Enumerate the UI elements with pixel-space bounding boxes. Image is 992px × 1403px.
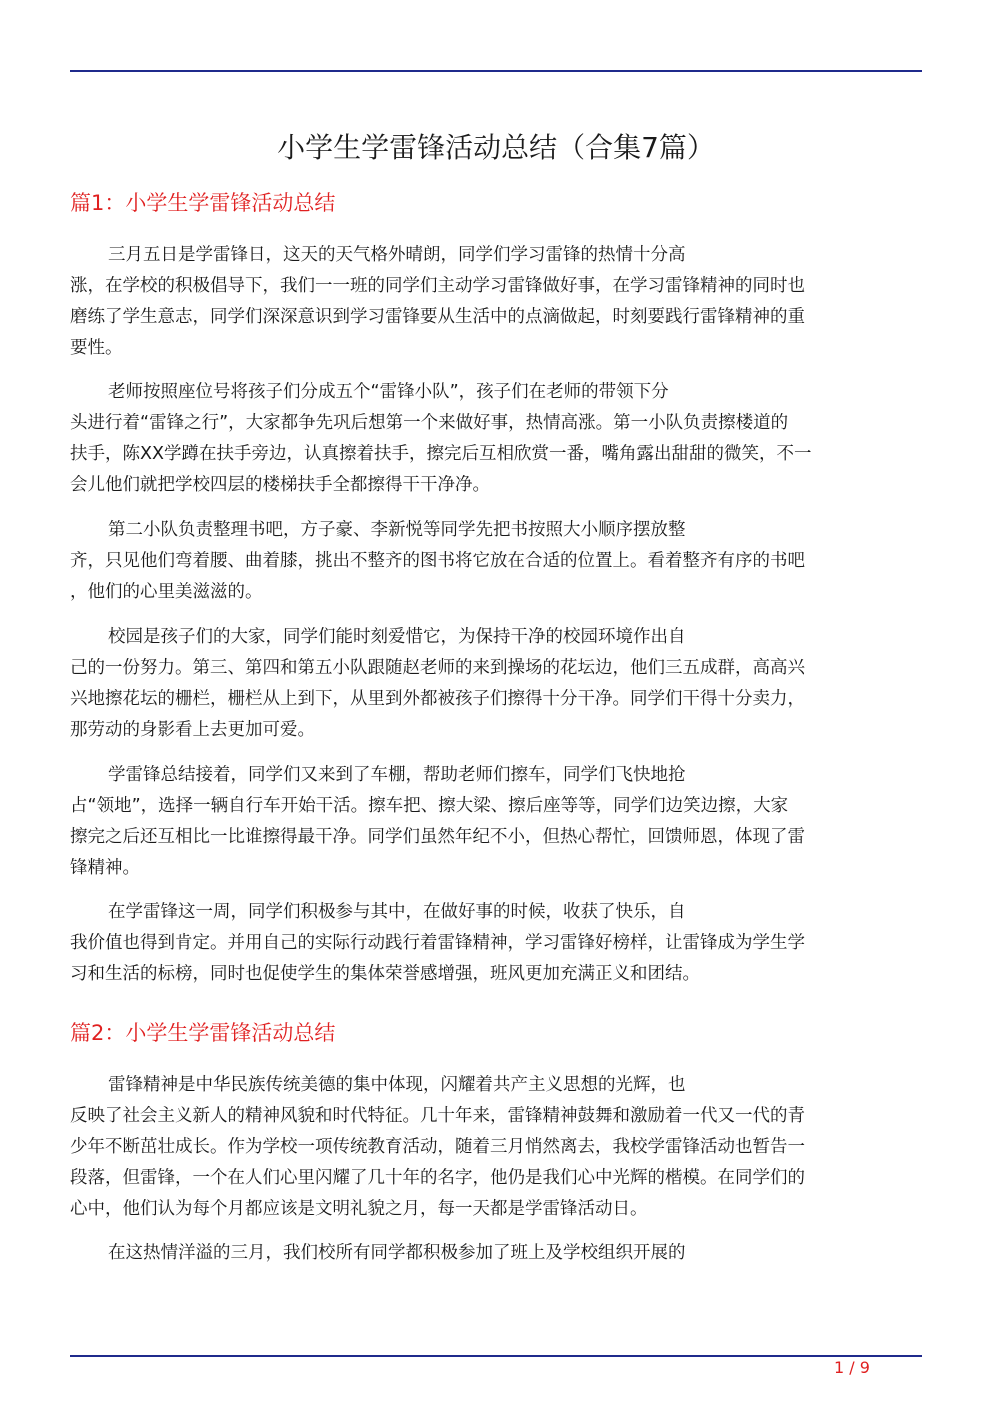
paragraph-line: 擦完之后还互相比一比谁擦得最干净。同学们虽然年纪不小，但热心帮忙，回馈师恩，体现了雷 [70,827,805,847]
section-heading-1: 篇1：小学生学雷锋活动总结 [70,191,336,215]
paragraph-line: 少年不断茁壮成长。作为学校一项传统教育活动，随着三月悄然离去，我校学雷锋活动也暂告一 [70,1137,805,1157]
paragraph-line: 齐，只见他们弯着腰、曲着膝，挑出不整齐的图书将它放在合适的位置上。看着整齐有序的书吧 [70,551,805,571]
header-rule [70,70,922,72]
page-number: 1 / 9 [834,1358,870,1377]
paragraph-line: 会儿他们就把学校四层的楼梯扶手全都擦得干干净净。 [70,475,490,495]
paragraph-line: 扶手，陈XX学蹲在扶手旁边，认真擦着扶手，擦完后互相欣赏一番，嘴角露出甜甜的微笑，不一 [70,444,812,464]
paragraph-line: 我价值也得到肯定。并用自己的实际行动践行着雷锋精神，学习雷锋好榜样，让雷锋成为学生学 [70,933,805,953]
paragraph-line: 要性。 [70,338,123,358]
paragraph-line: ，他们的心里美滋滋的。 [70,582,263,602]
paragraph-line: 雷锋精神是中华民族传统美德的集中体现，闪耀着共产主义思想的光辉，也 [108,1075,686,1095]
paragraph-line: 己的一份努力。第三、第四和第五小队跟随赵老师的来到操场的花坛边，他们三五成群，高高兴 [70,658,805,678]
paragraph-line: 锋精神。 [70,858,140,878]
paragraph-1-1 [70,240,918,364]
paragraph-line: 心中，他们认为每个月都应该是文明礼貌之月，每一天都是学雷锋活动日。 [70,1199,648,1219]
paragraph-line: 老师按照座位号将孩子们分成五个“雷锋小队”，孩子们在老师的带领下分 [108,382,669,402]
paragraph-line: 涨，在学校的积极倡导下，我们一一班的同学们主动学习雷锋做好事，在学习雷锋精神的同时也 [70,276,805,296]
paragraph-line: 习和生活的标榜，同时也促使学生的集体荣誉感增强，班风更加充满正义和团结。 [70,964,700,984]
document-title: 小学生学雷锋活动总结（合集7篇） [277,131,715,164]
paragraph-line: 在学雷锋这一周，同学们积极参与其中，在做好事的时候，收获了快乐，自 [108,902,686,922]
paragraph-line: 在这热情洋溢的三月，我们校所有同学都积极参加了班上及学校组织开展的 [108,1243,686,1263]
paragraph-1-6 [70,897,918,990]
paragraph-2-1 [70,1070,918,1225]
paragraph-2-2 [70,1238,918,1269]
section-heading-2: 篇2：小学生学雷锋活动总结 [70,1021,336,1045]
paragraph-line: 反映了社会主义新人的精神风貌和时代特征。几十年来，雷锋精神鼓舞和激励着一代又一代的青 [70,1106,805,1126]
footer-rule [70,1355,922,1357]
paragraph-line: 磨练了学生意志，同学们深深意识到学习雷锋要从生活中的点滴做起，时刻要践行雷锋精神的重 [70,307,805,327]
paragraph-line: 兴地擦花坛的栅栏，栅栏从上到下，从里到外都被孩子们擦得十分干净。同学们干得十分卖力， [70,689,805,709]
paragraph-line: 那劳动的身影看上去更加可爱。 [70,720,315,740]
paragraph-line: 第二小队负责整理书吧，方子豪、李新悦等同学先把书按照大小顺序摆放整 [108,520,686,540]
paragraph-line: 校园是孩子们的大家，同学们能时刻爱惜它，为保持干净的校园环境作出自 [108,627,686,647]
paragraph-line: 学雷锋总结接着，同学们又来到了车棚，帮助老师们擦车，同学们飞快地抢 [108,765,686,785]
paragraph-1-5 [70,760,918,884]
paragraph-line: 占“领地”，选择一辆自行车开始干活。擦车把、擦大梁、擦后座等等，同学们边笑边擦，大家 [70,796,789,816]
paragraph-line: 三月五日是学雷锋日，这天的天气格外晴朗，同学们学习雷锋的热情十分高 [108,245,686,265]
paragraph-line: 头进行着“雷锋之行”，大家都争先巩后想第一个来做好事，热情高涨。第一小队负责擦楼道的 [70,413,789,433]
paragraph-line: 段落，但雷锋，一个在人们心里闪耀了几十年的名字，他仍是我们心中光辉的楷模。在同学们的 [70,1168,805,1188]
paragraph-1-3 [70,515,918,608]
paragraph-1-2 [70,377,918,501]
paragraph-1-4 [70,622,918,746]
